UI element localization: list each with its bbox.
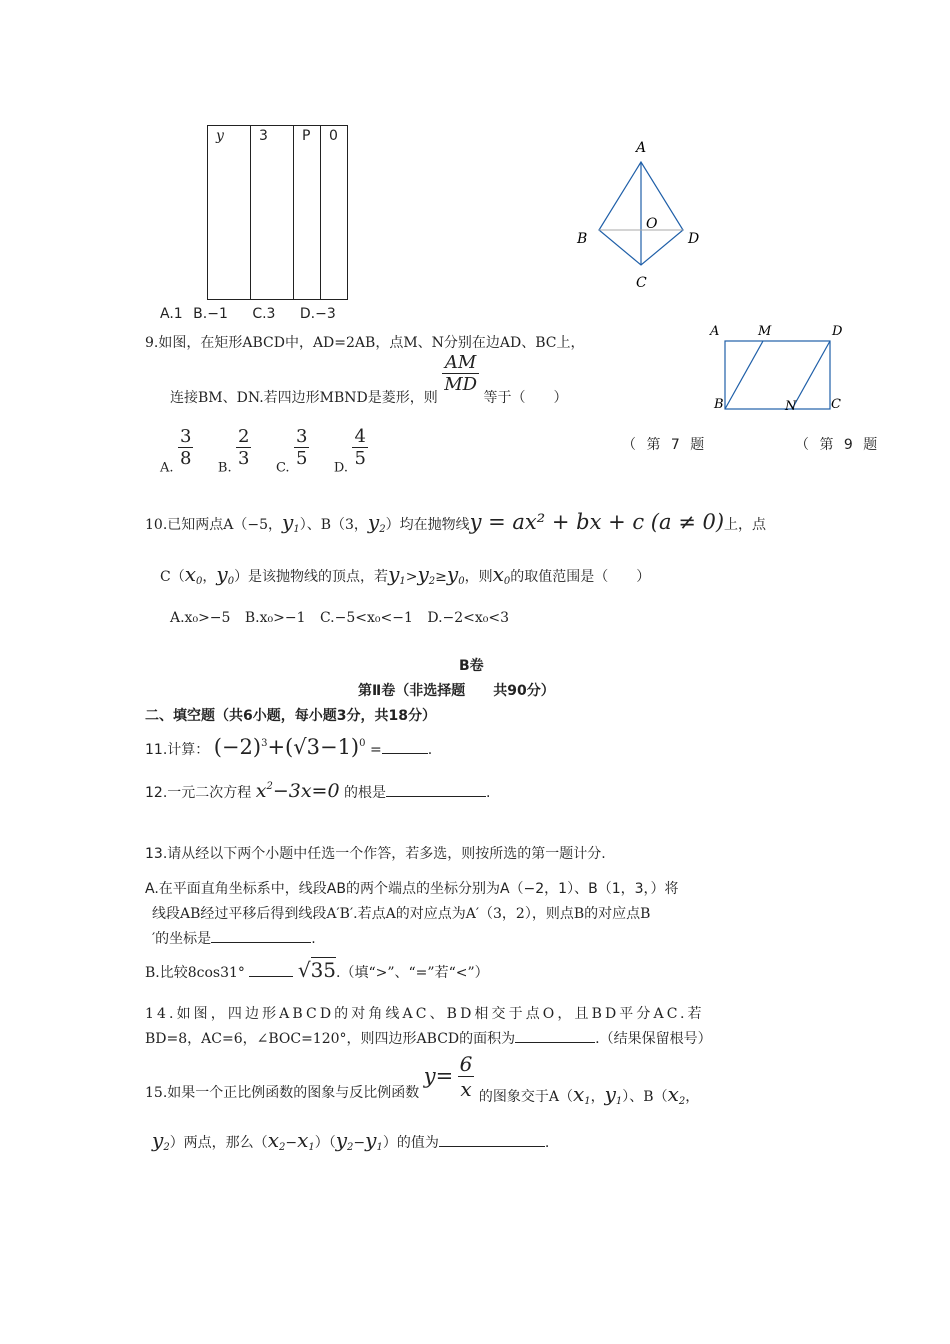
q9-option: B. $\frac{2}{3}$ <box>217 426 250 476</box>
label-M: M <box>758 324 772 339</box>
q10-line2: $C(x_0$，$y_0$）是该抛物线的顶点，若$y_1>y_2\ge y_0$，则$x_0$的取值范围是（ ） <box>160 562 651 587</box>
q9-line1: 9.如图，在矩形ABCD中，AD=2AB，点M、N分别在边AD、BC上， <box>145 335 585 351</box>
q9-option: A. $\frac{3}{8}$ <box>160 426 192 476</box>
q13-b-answer-blank[interactable] <box>249 962 293 977</box>
option-a: A.1 <box>160 306 183 322</box>
label-A: A <box>636 140 647 156</box>
q10-option: A.x₀>−5 <box>170 610 231 626</box>
label-B: B <box>577 231 588 247</box>
figure-7-kite <box>570 135 720 295</box>
value-table <box>207 125 348 300</box>
fig7-caption: （ 第 7 题 <box>622 437 708 453</box>
q13-b: B.比较8cos31° √35.（填“>”、“=”若“<”） <box>145 958 489 982</box>
q9-option: D. $\frac{4}{5}$ <box>333 426 366 476</box>
q12: 12.一元二次方程 $x^2-3x=0$ 的根是 . <box>145 780 491 802</box>
label-C: C <box>831 397 841 412</box>
q10-option: D.−2<x₀<3 <box>427 610 510 626</box>
q13-a-line3: ′的坐标是 . <box>152 928 316 948</box>
q11: 11.计算： $(-2)^3+(√3-1)^0$ = . <box>145 735 433 759</box>
q13-intro: 13.请从经以下两个小题中任选一个作答，若多选，则按所选的第一题计分. <box>145 846 606 862</box>
q9-line2: 连接BM、DN.若四边形MBND是菱形，则 $\frac{AM}{MD}$ 等于（ ） <box>170 352 568 406</box>
q14-line1: 14.如图，四边形ABCD的对角线AC、BD相交于点O，且BD平分AC.若 <box>145 1006 705 1022</box>
q10-line1: 10.已知两点A（−5，$y_1$）、B（3，$y_2$）均在抛物线y = ax² + bx + c (a ≠ 0)上，点 <box>145 510 767 535</box>
q15-answer-blank[interactable] <box>439 1132 545 1147</box>
table-options <box>160 306 336 322</box>
part-b-subtitle: 第Ⅱ卷（非选择题 共90分） <box>358 683 555 699</box>
label-B: B <box>714 397 724 412</box>
q14-line2: BD=8，AC=6，∠BOC=120°，则四边形ABCD的面积为 .（结果保留根号） <box>145 1028 712 1048</box>
option-c: C.3 <box>252 306 276 322</box>
q13-a-line1: A.在平面直角坐标系中，线段AB的两个端点的坐标分别为A（−2，1）、B（1，3，）将 <box>145 881 679 897</box>
table-cell: 3 <box>251 126 294 300</box>
q9-options <box>160 426 368 476</box>
section-heading: 二、填空题（共6小题，每小题3分，共18分） <box>145 708 436 724</box>
q13-a-line2: 线段AB经过平移后得到线段A′B′.若点A的对应点为A′（3，2），则点B的对应点B <box>152 906 651 922</box>
q14-answer-blank[interactable] <box>515 1028 595 1043</box>
label-D: D <box>688 231 700 247</box>
label-A: A <box>710 324 720 339</box>
table-cell: y <box>208 126 251 300</box>
q10-option: B.x₀>−1 <box>244 610 306 626</box>
table-cell: P <box>294 126 321 300</box>
q15-line1: 15.如果一个正比例函数的图象与反比例函数 y= $\frac{6}{x}$ 的图象交于$A(x_1$，$y_1$）、$B(x_2$， <box>145 1052 700 1107</box>
q15-fraction: $\frac{6}{x}$ <box>459 1052 473 1101</box>
label-N: N <box>785 399 797 414</box>
q12-answer-blank[interactable] <box>386 782 486 797</box>
part-b-title: B卷 <box>459 658 484 674</box>
label-C: C <box>636 275 647 291</box>
q9-fraction: $\frac{AM}{MD}$ <box>444 352 478 395</box>
option-b: B.−1 <box>193 306 228 322</box>
option-d: D.−3 <box>299 306 336 322</box>
label-D: D <box>832 324 843 339</box>
q10-options <box>170 610 509 626</box>
fig9-caption: （ 第 9 题 <box>795 437 881 453</box>
q15-line2: $y_2$）两点，那么$(x_2-x_1)(y_2-y_1)$的值为 . <box>152 1128 550 1153</box>
q13-a-answer-blank[interactable] <box>211 928 311 943</box>
q9-option: C. $\frac{3}{5}$ <box>275 426 308 476</box>
figure-9-rectangle <box>700 318 870 418</box>
label-O: O <box>646 216 658 232</box>
q11-answer-blank[interactable] <box>382 739 428 754</box>
q10-option: C.−5<x₀<−1 <box>319 610 413 626</box>
table-cell: 0 <box>321 126 348 300</box>
